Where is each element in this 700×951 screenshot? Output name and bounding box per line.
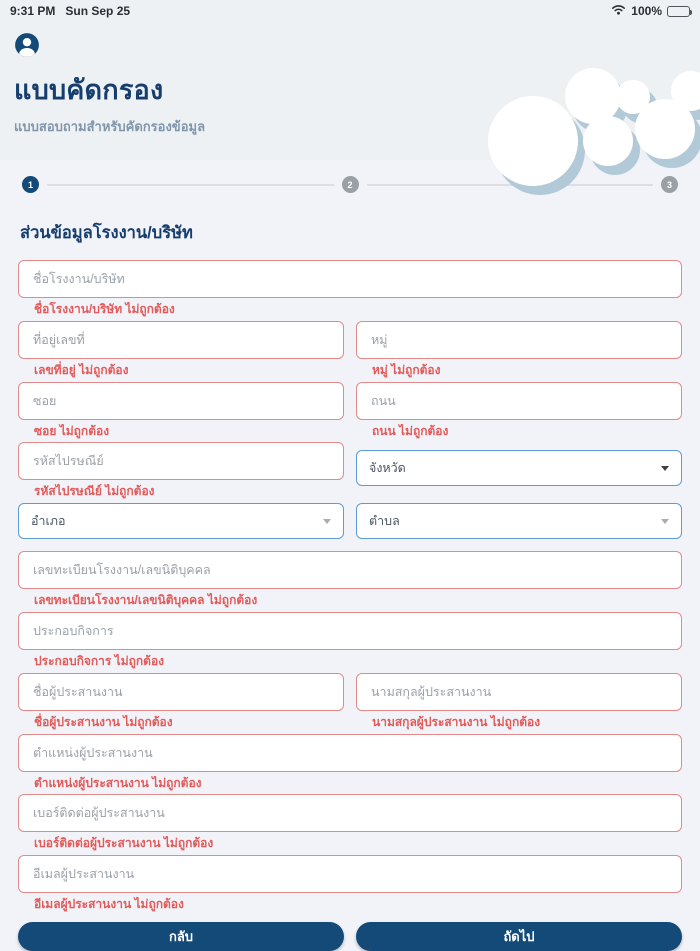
battery-icon (667, 6, 690, 17)
field-registration-no (18, 551, 682, 608)
stepper (22, 176, 678, 193)
contact-email-error: อีเมลผู้ประสานงาน ไม่ถูกต้อง (34, 897, 184, 912)
status-date: Sun Sep 25 (65, 4, 131, 18)
field-factory-name (18, 260, 682, 317)
contact-last-name-input[interactable] (356, 673, 682, 711)
back-button[interactable]: กลับ (18, 922, 344, 951)
business-type-input[interactable] (18, 612, 682, 650)
postcode-input[interactable] (18, 442, 344, 480)
soi-error: ซอย ไม่ถูกต้อง (34, 423, 110, 438)
contact-phone-input[interactable] (18, 794, 682, 832)
field-district (18, 503, 344, 539)
soi-input[interactable] (18, 382, 344, 420)
factory-name-input[interactable] (18, 260, 682, 298)
field-contact-position (18, 734, 682, 791)
section-title: ส่วนข้อมูลโรงงาน/บริษัท (20, 224, 193, 242)
field-address-no (18, 321, 344, 378)
stepper-step-3[interactable]: 3 (661, 176, 678, 193)
province-select-label: จังหวัด (369, 461, 406, 476)
road-error: ถนน ไม่ถูกต้อง (372, 423, 449, 438)
chevron-down-icon (661, 519, 669, 524)
registration-no-error: เลขทะเบียนโรงงาน/เลขนิติบุคคล ไม่ถูกต้อง (34, 593, 258, 608)
field-subdistrict (356, 503, 682, 539)
postcode-error: รหัสไปรษณีย์ ไม่ถูกต้อง (34, 484, 155, 499)
stepper-line (47, 184, 334, 186)
registration-no-input[interactable] (18, 551, 682, 589)
field-road (356, 382, 682, 439)
contact-phone-error: เบอร์ติดต่อผู้ประสานงาน ไม่ถูกต้อง (34, 836, 214, 851)
address-no-input[interactable] (18, 321, 344, 359)
user-avatar-icon[interactable] (14, 32, 40, 58)
field-moo (356, 321, 682, 378)
moo-error: หมู่ ไม่ถูกต้อง (372, 362, 441, 377)
status-time: 9:31 PM (10, 4, 56, 18)
field-business-type (18, 612, 682, 669)
wifi-icon (611, 4, 626, 18)
contact-first-name-input[interactable] (18, 673, 344, 711)
page-title: แบบคัดกรอง (14, 75, 164, 105)
chevron-down-icon (323, 519, 331, 524)
stepper-line (367, 184, 654, 186)
subdistrict-select-label: ตำบล (369, 514, 400, 529)
battery-percent: 100% (631, 4, 662, 18)
moo-input[interactable] (356, 321, 682, 359)
field-soi (18, 382, 344, 439)
road-input[interactable] (356, 382, 682, 420)
page-header (0, 22, 700, 160)
status-bar (0, 0, 700, 22)
province-select[interactable] (356, 450, 682, 486)
field-postcode (18, 442, 344, 499)
page-subtitle: แบบสอบถามสำหรับคัดกรองข้อมูล (14, 119, 206, 134)
field-contact-email (18, 855, 682, 912)
district-select-label: อำเภอ (31, 514, 66, 529)
stepper-step-2[interactable]: 2 (342, 176, 359, 193)
contact-position-error: ตำแหน่งผู้ประสานงาน ไม่ถูกต้อง (34, 775, 202, 790)
contact-last-name-error: นามสกุลผู้ประสานงาน ไม่ถูกต้อง (372, 714, 541, 729)
field-contact-phone (18, 794, 682, 851)
contact-email-input[interactable] (18, 855, 682, 893)
contact-first-name-error: ชื่อผู้ประสานงาน ไม่ถูกต้อง (34, 714, 173, 729)
subdistrict-select[interactable] (356, 503, 682, 539)
stepper-step-1[interactable]: 1 (22, 176, 39, 193)
business-type-error: ประกอบกิจการ ไม่ถูกต้อง (34, 653, 165, 668)
field-province (356, 442, 682, 499)
field-contact-last-name (356, 673, 682, 730)
next-button[interactable]: ถัดไป (356, 922, 682, 951)
address-no-error: เลขที่อยู่ ไม่ถูกต้อง (34, 362, 129, 377)
field-contact-first-name (18, 673, 344, 730)
chevron-down-icon (661, 466, 669, 471)
district-select[interactable] (18, 503, 344, 539)
contact-position-input[interactable] (18, 734, 682, 772)
factory-name-error: ชื่อโรงงาน/บริษัท ไม่ถูกต้อง (34, 302, 175, 316)
cloud-illustration (468, 44, 700, 182)
